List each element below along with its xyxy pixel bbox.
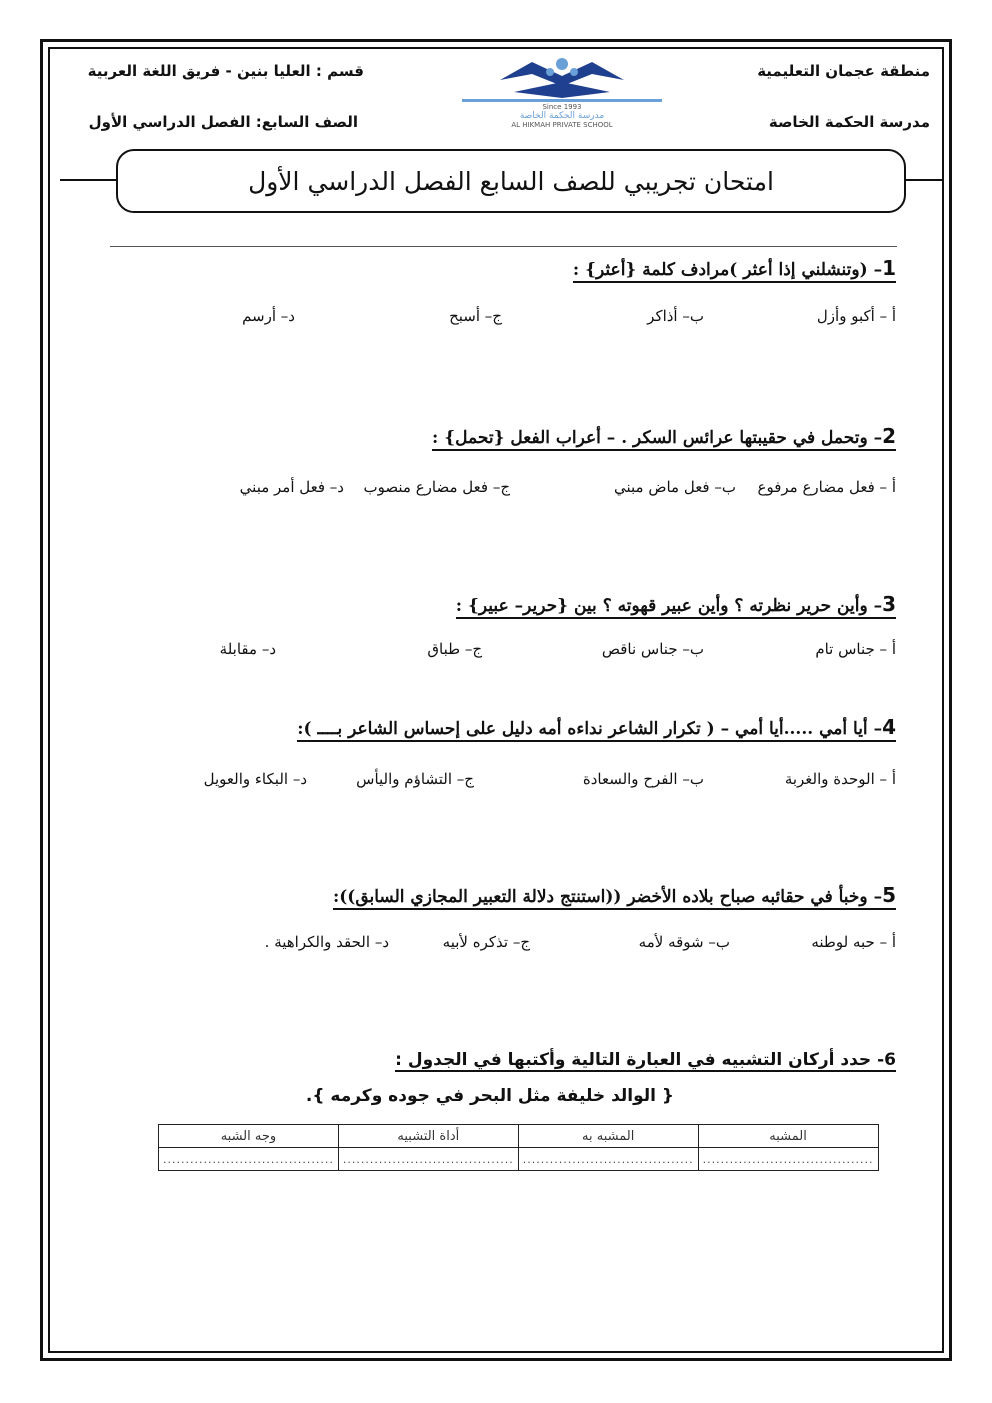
q2-option-a[interactable]: أ – فعل مضارع مرفوع [757,478,896,496]
question-5 [333,883,896,910]
answer-wajh-shabah[interactable]: ...................................... [159,1148,339,1171]
question-4-number: 4 [882,715,896,739]
exam-title-box [116,149,906,213]
question-4 [297,715,896,742]
q5-option-a[interactable]: أ – حبه لوطنه [811,933,896,951]
title-rule-left [60,179,118,181]
exam-title: امتحان تجريبي للصف السابع الفصل الدراسي الأول [248,166,774,196]
header-separator [110,246,897,247]
question-3 [456,592,896,619]
q1-option-d[interactable]: د– أرسم [242,307,295,325]
answer-mushabbah[interactable]: ...................................... [698,1148,878,1171]
header-grade-term: الصف السابع: الفصل الدراسي الأول [88,113,358,131]
question-5-number: 5 [882,883,896,907]
q2-option-b[interactable]: ب– فعل ماض مبني [613,478,736,496]
question-4-text: – أيا أمي .....أيا أمي – ( تكرار الشاعر نداءه أمه دليل على إحساس الشاعر بــــ ): [297,719,883,739]
q3-option-a[interactable]: أ – جناس تام [815,640,896,658]
header-mushabbah: المشبه [698,1125,878,1148]
header-mushabbah-bih: المشبه به [518,1125,698,1148]
header-school: مدرسة الحكمة الخاصة [768,113,930,131]
q1-option-c[interactable]: ج– أسبح [449,307,502,325]
q5-option-d[interactable]: د– الحقد والكراهية . [264,933,389,951]
q1-option-b[interactable]: ب– أذاكر [647,307,704,325]
answer-mushabbah-bih[interactable]: ...................................... [518,1148,698,1171]
logo-since: Since 1993 [542,103,582,111]
q4-option-d[interactable]: د– البكاء والعويل [203,770,307,788]
question-6-prompt: 6- حدد أركان التشبيه في العبارة التالية وأكتبها في الجدول : [395,1050,896,1070]
question-1 [573,256,896,283]
answer-adat-tashbih[interactable]: ...................................... [338,1148,518,1171]
question-1-text: – (وتنشلني إذا أعثر )مرادف كلمة {أعثر} : [572,260,883,280]
simile-table-answer-row [159,1148,879,1171]
q4-option-b[interactable]: ب– الفرح والسعادة [582,770,704,788]
logo-english-name: AL HIKMAH PRIVATE SCHOOL [511,121,613,129]
question-5-text: – وخبأ في حقائبه صباح بلاده الأخضر ((استنتج دلالة التعبير المجازي السابق)): [332,887,883,907]
title-rule-right [904,179,942,181]
simile-table [158,1124,879,1171]
question-2-text: – وتحمل في حقيبتها عرائس السكر . – أعراب الفعل {تحمل} : [432,428,883,448]
q3-option-d[interactable]: د– مقابلة [219,640,276,658]
question-3-text: – وأين حرير نظرته ؟ وأين عبير قهوته ؟ بين {حرير– عبير} : [455,596,883,616]
q1-option-a[interactable]: أ – أكبو وأزل [816,307,896,325]
q4-option-a[interactable]: أ – الوحدة والغربة [784,770,896,788]
q5-option-b[interactable]: ب– شوقه لأمه [638,933,730,951]
q2-option-c[interactable]: ج– فعل مضارع منصوب [363,478,510,496]
logo-arabic-name: مدرسة الحكمة الخاصة [519,111,605,121]
header-wajh-shabah: وجه الشبه [159,1125,339,1148]
header-department: قسم : العليا بنين - فريق اللغة العربية [87,62,364,80]
q4-option-c[interactable]: ج– التشاؤم واليأس [356,770,474,788]
question-2-number: 2 [882,424,896,448]
question-3-number: 3 [882,592,896,616]
q3-option-c[interactable]: ج– طباق [427,640,482,658]
q3-option-b[interactable]: ب– جناس ناقص [601,640,704,658]
question-6-sentence: { الوالد خليفة مثل البحر في جوده وكرمه }. [305,1086,674,1106]
q2-option-d[interactable]: د– فعل أمر مبني [239,478,344,496]
question-2 [432,424,896,451]
simile-table-header-row [159,1125,879,1148]
q5-option-c[interactable]: ج– تذكره لأبيه [442,933,530,951]
header-region: منطقة عجمان التعليمية [757,62,930,80]
header-adat-tashbih: أداة التشبيه [338,1125,518,1148]
question-1-number: 1 [882,256,896,280]
school-logo [462,52,662,130]
